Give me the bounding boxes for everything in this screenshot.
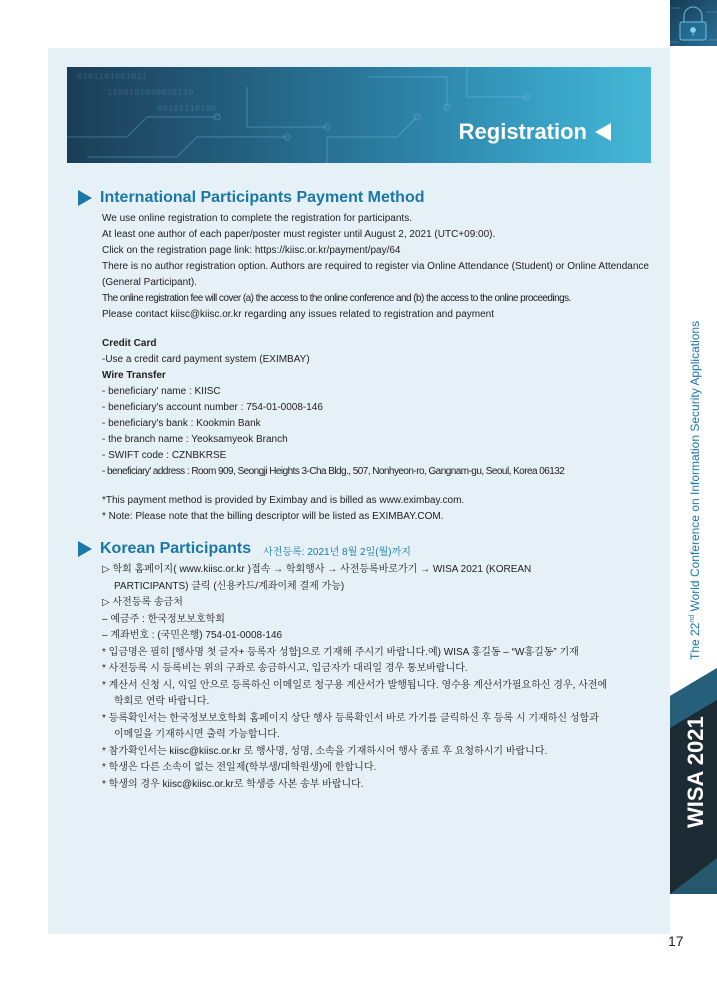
body-line: Click on the registration page link: https://kiisc.or.kr/payment/pay/64 bbox=[102, 245, 401, 256]
korean-section-title: Korean Participants bbox=[100, 540, 252, 557]
header-banner bbox=[67, 67, 651, 163]
korean-line: * 참가확인서는 kiisc@kiisc.or.kr 로 행사명, 성명, 소속을 기재하시어 행사 종료 후 요청하시기 바랍니다. bbox=[102, 745, 548, 757]
triangle-left-icon bbox=[595, 123, 611, 141]
page-number: 17 bbox=[668, 933, 684, 949]
body-line: The online registration fee will cover (a) the access to the online conference and (b) the access to the online proceedings. bbox=[102, 293, 571, 304]
korean-line: * 계산서 신청 시, 익일 안으로 등록하신 이메일로 청구용 계산서가 발행됩니다. 영수용 계산서가필요하신 경우, 사전에 bbox=[102, 679, 608, 691]
korean-line: * 학생의 경우 kiisc@kiisc.or.kr로 학생증 사본 송부 바랍니다. bbox=[102, 778, 364, 790]
credit-card-heading: Credit Card bbox=[102, 338, 157, 349]
wisa-badge-text: WISA 2021 bbox=[683, 716, 708, 828]
korean-line: * 입금명은 필히 [행사명 첫 글자+ 등록자 성함]으로 기재해 주시기 바랍니다.예) WISA 홍길동 – “W홍길동” 기재 bbox=[102, 646, 579, 658]
side-title-sup: nd bbox=[689, 614, 696, 623]
conference-side-title bbox=[688, 321, 702, 660]
side-title-part: The 22 bbox=[688, 622, 702, 660]
svg-text:1100101010010110: 1100101010010110 bbox=[107, 88, 194, 98]
body-line: At least one author of each paper/poster must register until August 2, 2021 (UTC+09:00). bbox=[102, 229, 496, 240]
side-title-part: World Conference on Information Security Applications bbox=[688, 320, 702, 615]
international-section-title: International Participants Payment Method bbox=[100, 189, 425, 206]
page-title-text: Registration bbox=[458, 119, 587, 144]
korean-line: * 등록확인서는 한국정보보호학회 홈페이지 상단 행사 등록확인서 바로 가기를 클릭하신 후 등록 시 기재하신 성함과 bbox=[102, 712, 599, 724]
korean-line: 이메일을 기재하시면 출력 가능합니다. bbox=[114, 729, 280, 740]
wire-transfer-line: - beneficiary's account number : 754-01-0008-146 bbox=[102, 402, 323, 413]
credit-card-line: -Use a credit card payment system (EXIMBAY) bbox=[102, 354, 310, 365]
korean-section-subtitle: 사전등록: 2021년 8월 2일(월)까지 bbox=[263, 547, 411, 558]
korean-line: ▷ 사전등록 송금처 bbox=[102, 597, 183, 608]
wire-transfer-line: - the branch name : Yeoksamyeok Branch bbox=[102, 434, 288, 445]
svg-text:00101110100: 00101110100 bbox=[157, 104, 217, 114]
korean-line: – 계좌번호 : (국민은행) 754-01-0008-146 bbox=[102, 630, 283, 641]
korean-line: 학회로 연락 바랍니다. bbox=[114, 696, 210, 707]
korean-line: PARTICIPANTS) 클릭 (신용카드/계좌이체 결제 가능) bbox=[114, 580, 345, 592]
wire-transfer-line: - beneficiary' address : Room 909, Seongji Heights 3-Cha Bldg., 507, Nonhyeon-ro, Gangnam-gu, Seoul, Korea 06132 bbox=[102, 466, 565, 477]
wire-transfer-line: - SWIFT code : CZNBKRSE bbox=[102, 450, 227, 461]
body-line: Please contact kiisc@kiisc.or.kr regarding any issues related to registration and payment bbox=[102, 309, 495, 320]
korean-line: * 사전등록 시 등록비는 위의 구좌로 송금하시고, 입금자가 대리일 경우 통보바랍니다. bbox=[102, 663, 468, 674]
wire-transfer-line: - beneficiary' name : KIISC bbox=[102, 386, 221, 397]
circuit-pattern-graphic bbox=[67, 67, 651, 163]
korean-body bbox=[102, 562, 647, 793]
wire-transfer-line: - beneficiary's bank : Kookmin Bank bbox=[102, 418, 261, 429]
triangle-bullet-icon bbox=[78, 541, 92, 557]
wisa-badge bbox=[670, 668, 717, 894]
triangle-bullet-icon bbox=[78, 190, 92, 206]
international-body bbox=[102, 211, 650, 525]
page-title bbox=[459, 119, 611, 145]
lock-icon bbox=[670, 0, 717, 46]
korean-line: * 학생은 다른 소속이 없는 전일제(학부생/대학원생)에 한합니다. bbox=[102, 762, 377, 773]
international-section-heading bbox=[78, 189, 425, 207]
payment-note: * Note: Please note that the billing descriptor will be listed as EXIMBAY.COM. bbox=[102, 511, 444, 522]
korean-line: ▷ 학회 홈페이지( www.kiisc.or.kr )접속 → 학회행사 → 사전등록바로가기 → WISA 2021 (KOREAN bbox=[102, 564, 532, 575]
body-line: There is no author registration option. Authors are required to register via Online Attendance (Student) or Online Attendance (General Participant). bbox=[102, 261, 649, 288]
wire-transfer-heading: Wire Transfer bbox=[102, 370, 166, 381]
svg-text:0101101001011: 0101101001011 bbox=[77, 72, 148, 82]
body-line: We use online registration to complete the registration for participants. bbox=[102, 213, 412, 224]
payment-note: *This payment method is provided by Eximbay and is billed as www.eximbay.com. bbox=[102, 495, 465, 506]
korean-line: – 예금주 : 한국정보보호학회 bbox=[102, 613, 225, 625]
korean-section-heading bbox=[78, 540, 411, 558]
